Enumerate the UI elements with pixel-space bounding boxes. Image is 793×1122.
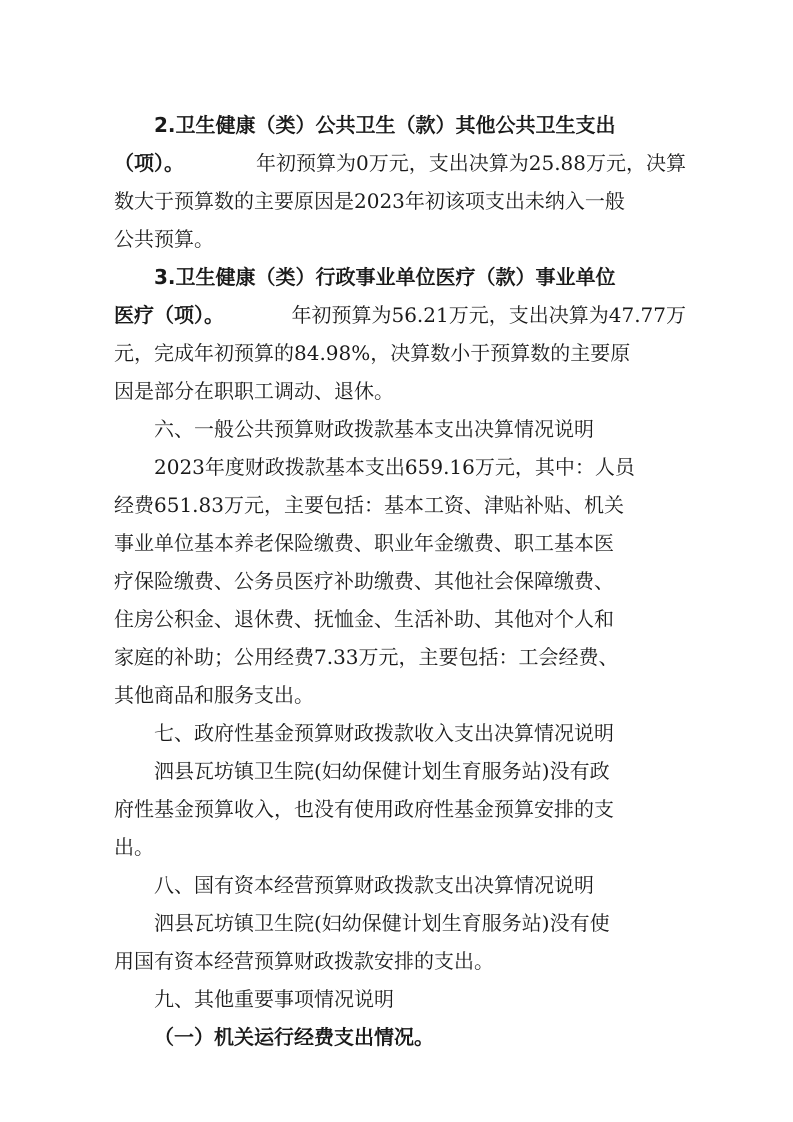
section-8 [114, 866, 686, 980]
body-text: 出。 [114, 835, 154, 859]
body-text: 元，完成年初预算的84.98%，决算数小于预算数的主要原 [114, 341, 631, 365]
section-heading [114, 866, 686, 904]
text-line [114, 144, 686, 182]
text-line [114, 676, 686, 714]
paragraph-item-2 [114, 106, 686, 258]
text-line [114, 638, 686, 676]
text-line [114, 828, 686, 866]
subsection-1-heading: （一）机关运行经费支出情况。 [154, 1025, 434, 1049]
text-line [114, 106, 686, 144]
text-line [114, 942, 686, 980]
section-8-heading: 八、国有资本经营预算财政拨款支出决算情况说明 [154, 873, 594, 897]
section-heading [114, 714, 686, 752]
body-text: 年初预算为0万元，支出决算为25.88万元，决算 [256, 151, 686, 175]
bold-heading: 2.卫生健康（类）公共卫生（款）其他公共卫生支出 [154, 113, 616, 137]
bold-heading: （项）。 [114, 151, 184, 175]
subsection-heading [114, 1018, 686, 1056]
text-line [114, 220, 686, 258]
text-line [114, 790, 686, 828]
section-9 [114, 980, 686, 1056]
text-line [114, 448, 686, 486]
body-text: 泗县瓦坊镇卫生院(妇幼保健计划生育服务站)没有政 [154, 759, 610, 783]
bold-heading: 医疗（项）。 [114, 303, 224, 327]
text-line [114, 258, 686, 296]
text-line [114, 752, 686, 790]
body-text: 其他商品和服务支出。 [114, 683, 314, 707]
document-page [114, 106, 686, 1056]
body-text: 疗保险缴费、公务员医疗补助缴费、其他社会保障缴费、 [114, 569, 614, 593]
body-text: 数大于预算数的主要原因是2023年初该项支出未纳入一般 [114, 189, 625, 213]
body-text: 泗县瓦坊镇卫生院(妇幼保健计划生育服务站)没有使 [154, 911, 610, 935]
body-text: 公共预算。 [114, 227, 214, 251]
text-line [114, 524, 686, 562]
body-text: 用国有资本经营预算财政拨款安排的支出。 [114, 949, 494, 973]
paragraph-item-3 [114, 258, 686, 410]
bold-heading: 3.卫生健康（类）行政事业单位医疗（款）事业单位 [154, 265, 616, 289]
section-9-heading: 九、其他重要事项情况说明 [154, 987, 394, 1011]
section-heading [114, 410, 686, 448]
text-line [114, 600, 686, 638]
section-7-heading: 七、政府性基金预算财政拨款收入支出决算情况说明 [154, 721, 614, 745]
section-7 [114, 714, 686, 866]
text-line [114, 372, 686, 410]
text-line [114, 486, 686, 524]
body-text: 2023年度财政拨款基本支出659.16万元，其中：人员 [154, 455, 635, 479]
text-line [114, 904, 686, 942]
text-line [114, 182, 686, 220]
section-6 [114, 410, 686, 714]
body-text: 经费651.83万元，主要包括：基本工资、津贴补贴、机关 [114, 493, 624, 517]
text-line [114, 334, 686, 372]
text-line [114, 296, 686, 334]
body-text: 住房公积金、退休费、抚恤金、生活补助、其他对个人和 [114, 607, 614, 631]
body-text: 事业单位基本养老保险缴费、职业年金缴费、职工基本医 [114, 531, 614, 555]
body-text: 因是部分在职职工调动、退休。 [114, 379, 394, 403]
section-6-heading: 六、一般公共预算财政拨款基本支出决算情况说明 [154, 417, 594, 441]
section-heading [114, 980, 686, 1018]
text-line [114, 562, 686, 600]
body-text: 家庭的补助；公用经费7.33万元，主要包括：工会经费、 [114, 645, 619, 669]
body-text: 府性基金预算收入，也没有使用政府性基金预算安排的支 [114, 797, 614, 821]
body-text: 年初预算为56.21万元，支出决算为47.77万 [291, 303, 686, 327]
